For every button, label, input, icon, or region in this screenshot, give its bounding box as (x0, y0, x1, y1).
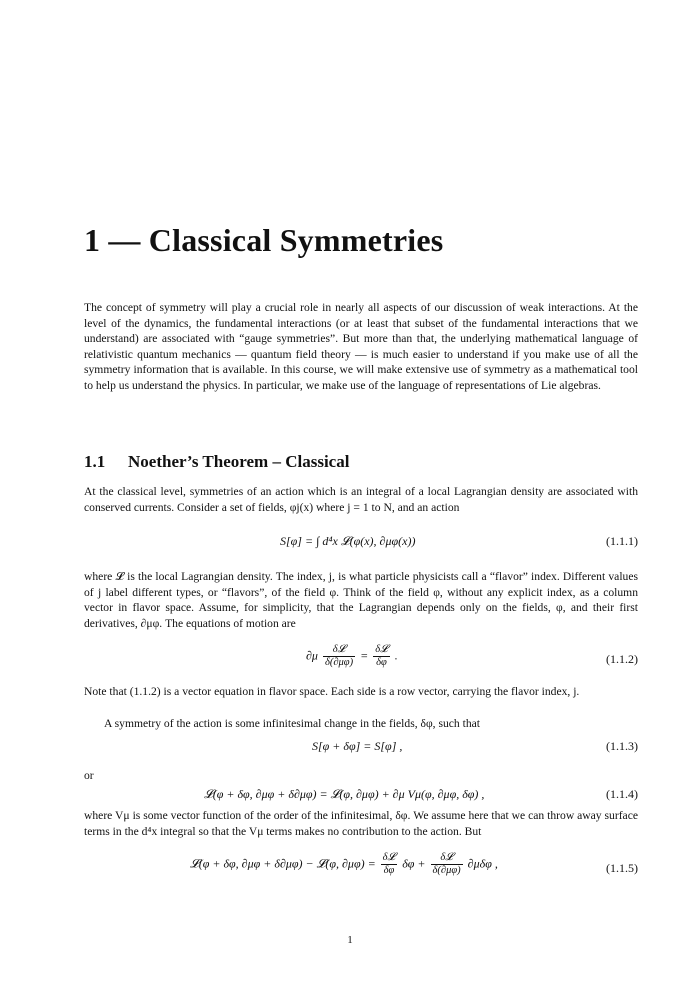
paragraph: Note that (1.1.2) is a vector equation in flavor space. Each side is a row vector, carrying the flavor index, j. (84, 685, 580, 698)
fraction-numerator: δ𝓛 (431, 852, 463, 865)
equation-number: (1.1.1) (606, 534, 638, 548)
equation-term: = (360, 648, 369, 663)
paragraph: or (84, 769, 94, 782)
equation-number: (1.1.3) (606, 739, 638, 753)
chapter-title: 1 — Classical Symmetries (84, 222, 444, 258)
equation-term: ∂μδφ , (467, 856, 498, 871)
equation (84, 530, 638, 556)
equation-term: . (394, 648, 398, 663)
equation (84, 783, 638, 809)
equation (84, 644, 638, 674)
equation-body (190, 852, 498, 877)
fraction (381, 852, 398, 877)
fraction-numerator: δ𝓛 (323, 644, 355, 657)
fraction-numerator: δ𝓛 (382, 852, 396, 863)
section-heading (84, 452, 349, 472)
equation-body: S[φ] = ∫ d⁴x 𝓛(φ(x), ∂μφ(x)) (280, 534, 416, 548)
paragraph: where 𝓛 is the local Lagrangian density. The index, j, is what particle physicists call a “flavor” index. Different values of j label different types, or “flavors”, of the field φ. Think of the field φ, without any explicit index, as a column vector in flavor space. Assume, for simplicity, that the Lagrangian depends only on the fields, φ, and their first derivatives, ∂μφ. The equations of motion are (84, 570, 638, 630)
paragraph: A symmetry of the action is some infinitesimal change in the fields, δφ, such that (104, 717, 480, 730)
fraction-denominator: δ(∂μφ) (324, 657, 354, 668)
fraction-denominator: δφ (376, 657, 387, 668)
equation-term: 𝓛(φ + δφ, ∂μφ + δ∂μφ) − 𝓛(φ, ∂μφ) = (190, 856, 376, 871)
fraction-denominator: δ(∂μφ) (432, 865, 461, 876)
equation-number: (1.1.5) (606, 861, 638, 875)
equation-body: 𝓛(φ + δφ, ∂μφ + δ∂μφ) = 𝓛(φ, ∂μφ) + ∂μ Vμ(φ, ∂μφ, δφ) , (204, 787, 485, 801)
equation-body (306, 644, 398, 669)
paragraph: At the classical level, symmetries of an action which is an integral of a local Lagrangian density are associated with conserved currents. Consider a set of fields, φj(x) where j = 1 to N, and an action (84, 485, 638, 514)
equation-number: (1.1.4) (606, 787, 638, 801)
equation-term: δφ + (402, 856, 426, 871)
section-title: Noether’s Theorem – Classical (128, 452, 350, 471)
page-number: 1 (347, 934, 353, 946)
fraction-numerator: δ𝓛 (375, 644, 388, 655)
intro-paragraph: The concept of symmetry will play a crucial role in nearly all aspects of our discussion of weak interactions. At the level of the dynamics, the fundamental interactions (or at least that subset of the fundamental interactions that we understand) are associated with “gauge symmetries”. But more than that, the underlying mathematical language of relativistic quantum mechanics — quantum field theory — is much easier to understand if you make use of all the symmetry information that is available. In this course, we will make extensive use of symmetry as a mathematical tool to help us understand the physics. In particular, we make use of the language of representations of Lie algebras. (84, 301, 638, 392)
equation-body: S[φ + δφ] = S[φ] , (312, 739, 403, 753)
fraction (323, 644, 355, 669)
fraction-denominator: δφ (383, 865, 395, 876)
section-number: 1.1 (84, 452, 106, 471)
equation-term: ∂μ (306, 648, 318, 663)
equation (84, 852, 638, 884)
equation-number: (1.1.2) (606, 652, 638, 666)
fraction (431, 852, 463, 877)
equation (84, 735, 638, 761)
fraction (373, 644, 390, 669)
paragraph: where Vμ is some vector function of the order of the infinitesimal, δφ. We assume here that we can throw away surface terms in the d⁴x integral so that the Vμ terms makes no contribution to the action. But (84, 809, 638, 838)
